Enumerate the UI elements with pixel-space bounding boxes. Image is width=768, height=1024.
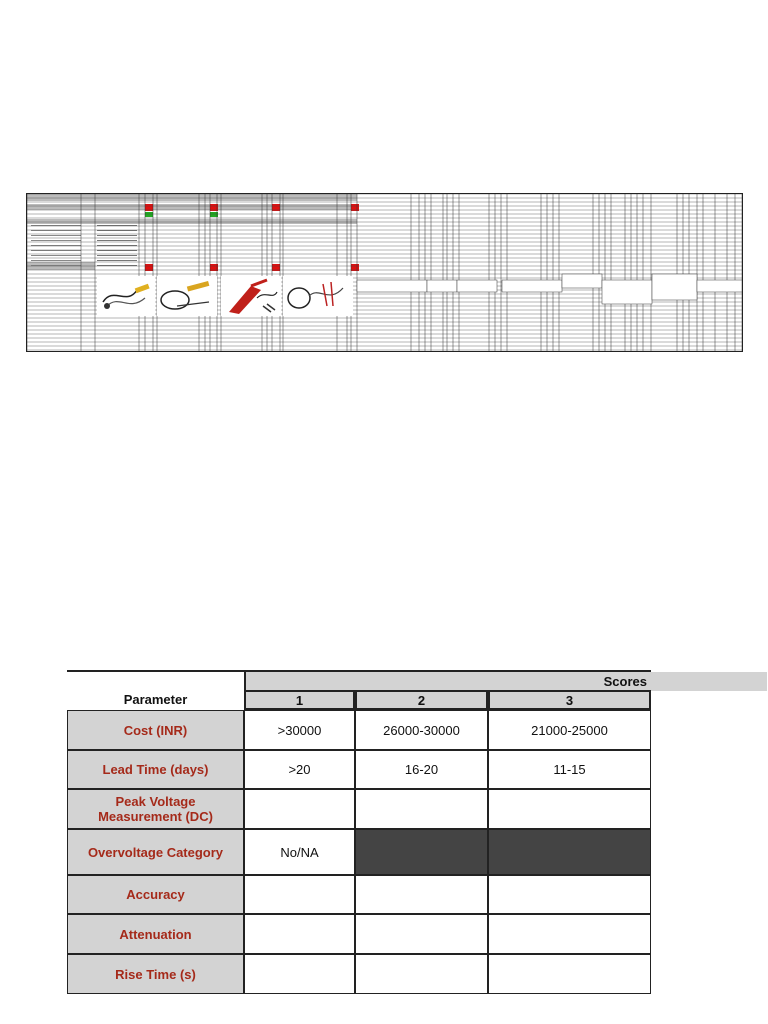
score-cell [244, 875, 355, 914]
score-cell: 26000-30000 [355, 710, 488, 750]
score-cell: 11-15 [488, 750, 651, 789]
score-cell: 16-20 [355, 750, 488, 789]
score-cell [488, 954, 651, 994]
score-cell [488, 789, 651, 829]
score-cell [488, 875, 651, 914]
score-cell [355, 914, 488, 954]
scores-header: Scores [244, 672, 767, 691]
merged-cell [562, 274, 602, 288]
merged-cell [357, 280, 427, 292]
marker-green [145, 212, 153, 217]
text-stroke [97, 255, 137, 256]
merged-cell [457, 280, 497, 292]
text-stroke [31, 255, 81, 256]
text-stroke [31, 240, 81, 241]
mini-spreadsheet [26, 193, 743, 352]
probe-image-1 [97, 276, 155, 316]
parameter-cell: Overvoltage Category [67, 829, 244, 875]
parameter-cell: Rise Time (s) [67, 954, 244, 994]
probe-icon [221, 276, 281, 316]
parameter-cell: Peak Voltage Measurement (DC) [67, 789, 244, 829]
score-cell [244, 789, 355, 829]
header-band [27, 194, 357, 201]
probe-image-2 [157, 276, 217, 316]
score-cell [488, 914, 651, 954]
score-cell [244, 954, 355, 994]
score-level-2: 2 [355, 690, 488, 710]
score-cell [488, 829, 651, 875]
text-stroke [97, 260, 137, 261]
parameter-cell: Attenuation [67, 914, 244, 954]
score-level-1: 1 [244, 690, 355, 710]
probe-icon [283, 276, 353, 316]
text-stroke [97, 235, 137, 236]
probe-icon [157, 276, 217, 316]
merged-cell [697, 280, 742, 292]
parameter-cell: Lead Time (days) [67, 750, 244, 789]
parameter-cell: Cost (INR) [67, 710, 244, 750]
score-level-3: 3 [488, 690, 651, 710]
header-band [27, 204, 357, 210]
score-cell [355, 789, 488, 829]
text-stroke [31, 235, 81, 236]
header-band [27, 219, 357, 224]
text-stroke [31, 260, 81, 261]
merged-cell [652, 274, 697, 300]
parameter-cell: Accuracy [67, 875, 244, 914]
score-cell [244, 914, 355, 954]
score-cell [355, 875, 488, 914]
text-stroke [97, 240, 137, 241]
score-cell: >30000 [244, 710, 355, 750]
probe-image-3 [221, 276, 281, 316]
merged-cell [502, 280, 562, 292]
mini-spreadsheet-grid [27, 194, 742, 351]
probe-image-4 [283, 276, 353, 316]
score-cell [355, 829, 488, 875]
score-cell [355, 954, 488, 994]
merged-cell [427, 280, 457, 292]
parameter-header: Parameter [123, 691, 188, 707]
score-cell: 21000-25000 [488, 710, 651, 750]
probe-icon [97, 276, 155, 316]
score-table [67, 670, 767, 995]
score-cell: >20 [244, 750, 355, 789]
score-cell: No/NA [244, 829, 355, 875]
merged-cell [602, 280, 652, 304]
